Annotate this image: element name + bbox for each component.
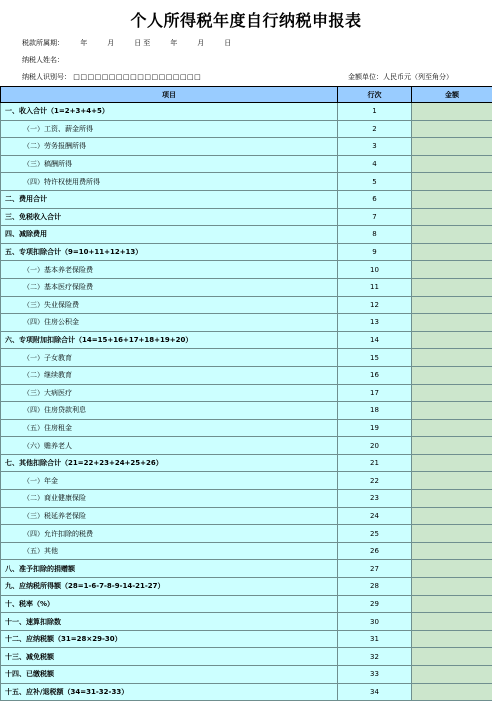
amount-input-cell[interactable] xyxy=(412,525,492,543)
table-row xyxy=(1,155,492,173)
row-label: （一）工资、薪金所得 xyxy=(1,120,338,138)
unit-label: 金额单位：人民币元（列至角分） xyxy=(348,73,453,81)
table-row xyxy=(1,173,492,191)
row-number: 24 xyxy=(338,507,412,525)
row-number: 25 xyxy=(338,525,412,543)
table-row xyxy=(1,525,492,543)
table-row xyxy=(1,419,492,437)
table-row xyxy=(1,683,492,701)
row-label: 九、应纳税所得额（28=1-6-7-8-9-14-21-27） xyxy=(1,578,338,596)
amount-input-cell[interactable] xyxy=(412,331,492,349)
amount-input-cell[interactable] xyxy=(412,666,492,684)
row-label: （三）失业保险费 xyxy=(1,296,338,314)
row-number: 31 xyxy=(338,630,412,648)
amount-input-cell[interactable] xyxy=(412,296,492,314)
row-label: （一）基本养老保险费 xyxy=(1,261,338,279)
row-number: 14 xyxy=(338,331,412,349)
row-number: 10 xyxy=(338,261,412,279)
table-row xyxy=(1,595,492,613)
row-label: （二）基本医疗保险费 xyxy=(1,278,338,296)
amount-input-cell[interactable] xyxy=(412,648,492,666)
table-row xyxy=(1,490,492,508)
row-label: 十二、应纳税额（31=28×29-30） xyxy=(1,630,338,648)
amount-input-cell[interactable] xyxy=(412,314,492,332)
row-label: 十三、减免税额 xyxy=(1,648,338,666)
table-row xyxy=(1,261,492,279)
amount-input-cell[interactable] xyxy=(412,419,492,437)
row-label: （四）特许权使用费所得 xyxy=(1,173,338,191)
table-row xyxy=(1,560,492,578)
amount-input-cell[interactable] xyxy=(412,490,492,508)
row-number: 1 xyxy=(338,103,412,121)
amount-input-cell[interactable] xyxy=(412,613,492,631)
table-row xyxy=(1,226,492,244)
row-label: 二、费用合计 xyxy=(1,190,338,208)
row-label: （三）税延养老保险 xyxy=(1,507,338,525)
period-label: 税款所属期： xyxy=(22,39,64,47)
row-number: 26 xyxy=(338,542,412,560)
row-label: 十、税率（%） xyxy=(1,595,338,613)
row-number: 33 xyxy=(338,666,412,684)
id-boxes[interactable]: □□□□□□□□□□□□□□□□□□ xyxy=(73,73,201,81)
row-number: 12 xyxy=(338,296,412,314)
row-label: （五）住房租金 xyxy=(1,419,338,437)
row-number: 6 xyxy=(338,190,412,208)
table-row xyxy=(1,366,492,384)
declaration-table-wrap xyxy=(0,86,492,701)
row-number: 11 xyxy=(338,278,412,296)
table-header-row xyxy=(1,87,492,103)
row-label: （二）继续教育 xyxy=(1,366,338,384)
amount-input-cell[interactable] xyxy=(412,243,492,261)
row-number: 13 xyxy=(338,314,412,332)
table-row xyxy=(1,243,492,261)
amount-input-cell[interactable] xyxy=(412,507,492,525)
table-row xyxy=(1,278,492,296)
table-row xyxy=(1,437,492,455)
row-label: （二）商业健康保险 xyxy=(1,490,338,508)
amount-input-cell[interactable] xyxy=(412,190,492,208)
amount-input-cell[interactable] xyxy=(412,384,492,402)
table-row xyxy=(1,349,492,367)
row-number: 8 xyxy=(338,226,412,244)
row-label: 十五、应补/退税额（34=31-32-33） xyxy=(1,683,338,701)
row-label: 七、其他扣除合计（21=22+23+24+25+26） xyxy=(1,454,338,472)
row-number: 32 xyxy=(338,648,412,666)
row-number: 28 xyxy=(338,578,412,596)
row-number: 21 xyxy=(338,454,412,472)
header-item: 项目 xyxy=(1,87,338,103)
amount-input-cell[interactable] xyxy=(412,138,492,156)
amount-input-cell[interactable] xyxy=(412,278,492,296)
row-number: 3 xyxy=(338,138,412,156)
period-value[interactable]: 年 月 日至 年 月 日 xyxy=(80,39,233,47)
row-label: （三）大病医疗 xyxy=(1,384,338,402)
row-label: （三）稿酬所得 xyxy=(1,155,338,173)
amount-input-cell[interactable] xyxy=(412,560,492,578)
form-title: 个人所得税年度自行纳税申报表 xyxy=(0,8,492,31)
table-row xyxy=(1,472,492,490)
amount-input-cell[interactable] xyxy=(412,578,492,596)
table-row xyxy=(1,120,492,138)
amount-input-cell[interactable] xyxy=(412,208,492,226)
table-row xyxy=(1,208,492,226)
row-label: 十一、速算扣除数 xyxy=(1,613,338,631)
row-label: 八、准予扣除的捐赠额 xyxy=(1,560,338,578)
row-number: 34 xyxy=(338,683,412,701)
row-label: （一）子女教育 xyxy=(1,349,338,367)
id-label: 纳税人识别号： xyxy=(22,73,71,81)
row-label: 十四、已缴税额 xyxy=(1,666,338,684)
row-number: 19 xyxy=(338,419,412,437)
row-label: （一）年金 xyxy=(1,472,338,490)
table-row xyxy=(1,138,492,156)
amount-input-cell[interactable] xyxy=(412,103,492,121)
row-number: 9 xyxy=(338,243,412,261)
table-row xyxy=(1,630,492,648)
row-number: 22 xyxy=(338,472,412,490)
row-number: 15 xyxy=(338,349,412,367)
row-label: 六、专项附加扣除合计（14=15+16+17+18+19+20） xyxy=(1,331,338,349)
amount-input-cell[interactable] xyxy=(412,454,492,472)
table-row xyxy=(1,666,492,684)
table-row xyxy=(1,578,492,596)
amount-input-cell[interactable] xyxy=(412,630,492,648)
table-row xyxy=(1,648,492,666)
table-row xyxy=(1,314,492,332)
amount-input-cell[interactable] xyxy=(412,366,492,384)
row-number: 27 xyxy=(338,560,412,578)
amount-input-cell[interactable] xyxy=(412,683,492,701)
table-row xyxy=(1,402,492,420)
amount-input-cell[interactable] xyxy=(412,472,492,490)
amount-input-cell[interactable] xyxy=(412,402,492,420)
amount-input-cell[interactable] xyxy=(412,261,492,279)
row-number: 16 xyxy=(338,366,412,384)
row-number: 18 xyxy=(338,402,412,420)
declaration-table xyxy=(0,86,492,701)
row-label: （六）赡养老人 xyxy=(1,437,338,455)
amount-input-cell[interactable] xyxy=(412,595,492,613)
table-row xyxy=(1,384,492,402)
row-label: （四）允许扣除的税费 xyxy=(1,525,338,543)
amount-input-cell[interactable] xyxy=(412,173,492,191)
table-row xyxy=(1,331,492,349)
row-number: 23 xyxy=(338,490,412,508)
header-amount: 金额 xyxy=(412,87,492,103)
row-number: 4 xyxy=(338,155,412,173)
table-row xyxy=(1,542,492,560)
row-label: （四）住房公积金 xyxy=(1,314,338,332)
name-label: 纳税人姓名： xyxy=(22,56,64,64)
row-number: 17 xyxy=(338,384,412,402)
row-label: （四）住房贷款利息 xyxy=(1,402,338,420)
row-label: 五、专项扣除合计（9=10+11+12+13） xyxy=(1,243,338,261)
table-row xyxy=(1,190,492,208)
row-number: 2 xyxy=(338,120,412,138)
table-row xyxy=(1,454,492,472)
row-label: （二）劳务报酬所得 xyxy=(1,138,338,156)
row-number: 29 xyxy=(338,595,412,613)
table-row xyxy=(1,296,492,314)
row-label: 一、收入合计（1=2+3+4+5） xyxy=(1,103,338,121)
amount-input-cell[interactable] xyxy=(412,542,492,560)
row-label: 三、免税收入合计 xyxy=(1,208,338,226)
row-label: 四、减除费用 xyxy=(1,226,338,244)
row-number: 30 xyxy=(338,613,412,631)
amount-input-cell[interactable] xyxy=(412,226,492,244)
table-row xyxy=(1,103,492,121)
row-number: 5 xyxy=(338,173,412,191)
amount-input-cell[interactable] xyxy=(412,349,492,367)
row-label: （五）其他 xyxy=(1,542,338,560)
table-row xyxy=(1,613,492,631)
row-number: 7 xyxy=(338,208,412,226)
table-row xyxy=(1,507,492,525)
amount-input-cell[interactable] xyxy=(412,437,492,455)
amount-input-cell[interactable] xyxy=(412,155,492,173)
row-number: 20 xyxy=(338,437,412,455)
amount-input-cell[interactable] xyxy=(412,120,492,138)
header-row-no: 行次 xyxy=(338,87,412,103)
